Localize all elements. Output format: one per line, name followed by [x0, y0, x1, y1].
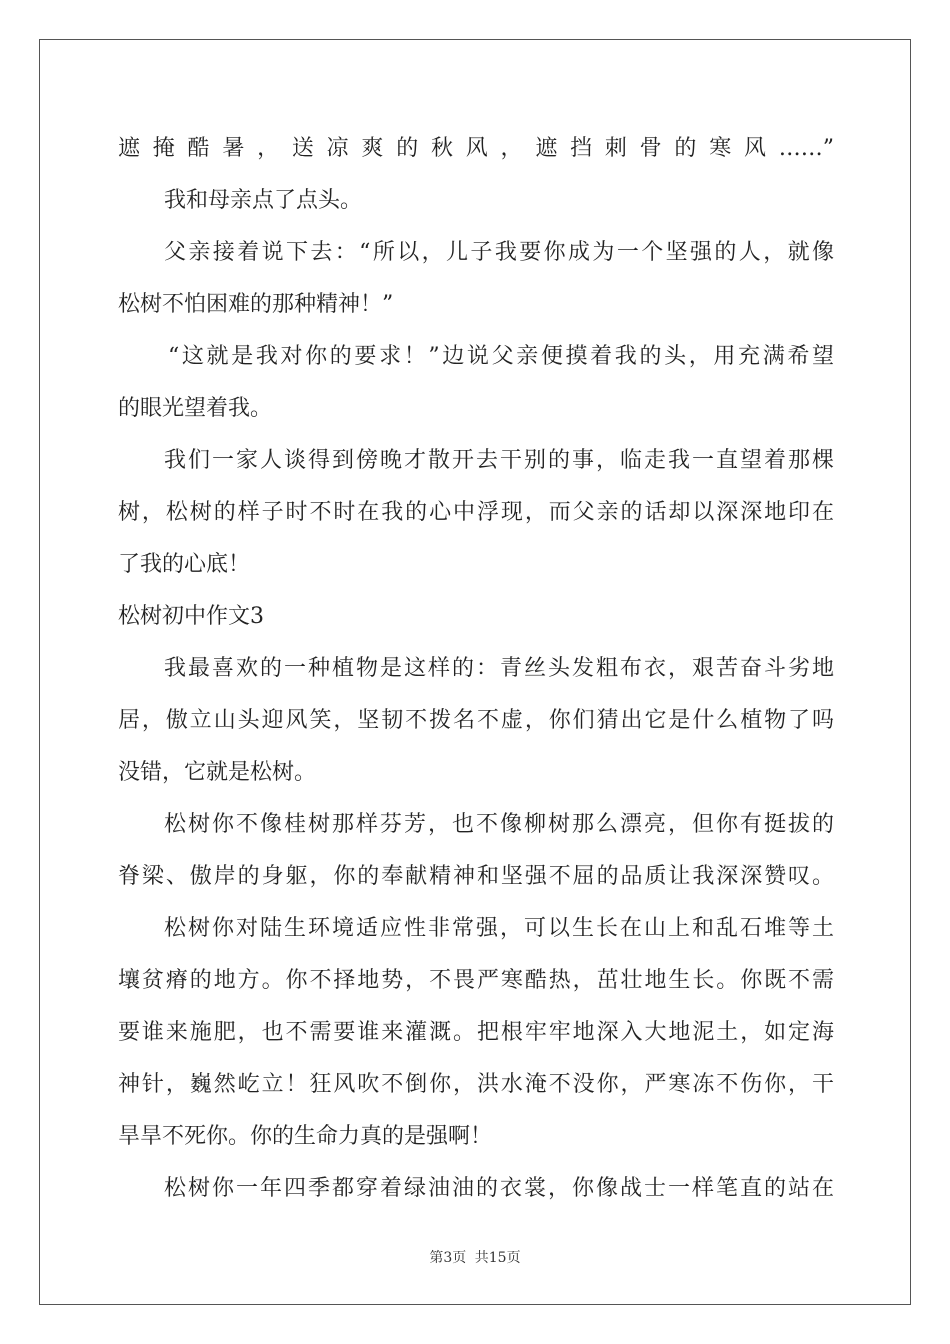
- text-line: 要谁来施肥，也不需要谁来灌溉。把根牢牢地深入大地泥土，如定海: [118, 1020, 834, 1045]
- text-line: 没错，它就是松树。: [118, 760, 317, 785]
- text-line: 遮掩酷暑，送凉爽的秋风，遮挡刺骨的寒风……”: [118, 136, 834, 161]
- text-line: 旱旱不死你。你的生命力真的是强啊！: [118, 1124, 493, 1149]
- text-line: 松树你不像桂树那样芬芳，也不像柳树那么漂亮，但你有挺拔的: [164, 812, 834, 837]
- text-line: 松树你对陆生环境适应性非常强，可以生长在山上和乱石堆等土: [164, 916, 834, 941]
- text-line: 的眼光望着我。: [118, 396, 273, 421]
- text-line: 松树你一年四季都穿着绿油油的衣裳，你像战士一样笔直的站在: [164, 1176, 834, 1201]
- text-line: 居，傲立山头迎风笑，坚韧不拨名不虚，你们猜出它是什么植物了吗: [118, 708, 834, 733]
- text-line: 我和母亲点了点头。: [164, 188, 363, 213]
- section-heading: 松树初中作文3: [118, 604, 264, 629]
- text-line: 了我的心底！: [118, 552, 251, 577]
- page-total: 共15页: [474, 1250, 521, 1266]
- text-line: 脊梁、傲岸的身躯，你的奉献精神和坚强不屈的品质让我深深赞叹。: [118, 864, 834, 889]
- text-line: 我们一家人谈得到傍晚才散开去干别的事，临走我一直望着那棵: [164, 448, 834, 473]
- text-line: 我最喜欢的一种植物是这样的：青丝头发粗布衣，艰苦奋斗劣地: [164, 656, 834, 681]
- text-line: “这就是我对你的要求！”边说父亲便摸着我的头，用充满希望: [168, 344, 834, 369]
- page-number: 第3页: [429, 1250, 467, 1266]
- text-line: 树，松树的样子时不时在我的心中浮现，而父亲的话却以深深地印在: [118, 500, 834, 525]
- text-line: 神针，巍然屹立！狂风吹不倒你，洪水淹不没你，严寒冻不伤你，干: [118, 1072, 834, 1097]
- text-line: 松树不怕困难的那种精神！”: [118, 292, 394, 317]
- text-line: 父亲接着说下去：“所以，儿子我要你成为一个坚强的人，就像: [164, 240, 834, 265]
- page-footer: [0, 1247, 950, 1267]
- text-line: 壤贫瘠的地方。你不择地势，不畏严寒酷热，茁壮地生长。你既不需: [118, 968, 834, 993]
- document-body: [118, 123, 834, 1215]
